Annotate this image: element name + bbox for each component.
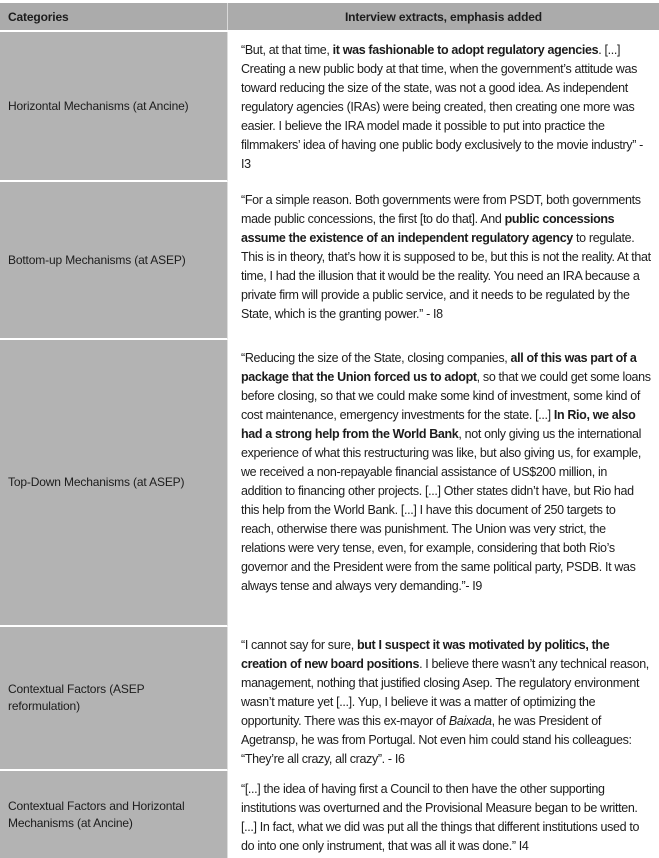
interview-extract [241, 780, 651, 856]
extract-segment: , not only giving us the international experience of what this restructuring was like, but also giving us, for example, we received a non-repayable financial assistance of US$200 million, in addition to financing other projects. [...] Other states didn’t have, but Rio had this help from the World Bank. [...] I have this document of 250 targets to reach, otherwise there was punishment. The Union was very strict, the relations were very tense, even, for example, considering that both Rio’s governor and the President were from the same political party, PSDB. It was always tense and always very demanding.”- I9 [241, 427, 642, 593]
category-label: Contextual Factors (ASEP reformulation) [8, 682, 145, 713]
extract-segment: , so that we could get some loans before closing, so that we could make some kind of investment, some kind of cost maintenance, emergency investments for the state. [...] [241, 370, 651, 422]
extract-segment: “I cannot say for sure, [241, 638, 357, 652]
category-cell [0, 627, 228, 771]
interview-extract [241, 191, 651, 324]
table-row [0, 340, 659, 627]
category-cell [0, 182, 228, 340]
extract-segment: . I believe there wasn’t any technical reason, management, nothing that justified closing Asep. The regulatory environment wasn’t mature yet [...]. Yup, I believe it was a matter of optimizing the opportunity. There was this ex-mayor of [241, 657, 649, 728]
table-body [0, 32, 659, 858]
extract-cell [228, 32, 659, 182]
header-categories: Categories [0, 3, 228, 30]
category-label: Contextual Factors and Horizontal Mechanisms (at Ancine) [8, 798, 185, 830]
table-row [0, 182, 659, 340]
header-extracts: Interview extracts, emphasis added [345, 10, 542, 24]
interview-extract [241, 41, 651, 174]
extract-cell [228, 627, 659, 771]
interview-extract [241, 349, 651, 596]
extract-segment: “But, at that time, [241, 43, 333, 57]
table-header-row [0, 3, 659, 32]
extract-segment: it was fashionable to adopt regulatory agencies [332, 43, 599, 57]
extract-cell [228, 340, 659, 627]
extract-segment: to regulate. This is in theory, that’s how it is supposed to be, but this is not the reality. At that time, I had the illusion that it would be the reality. You need an IRA because a private firm will provide a public service, and it needs to be regulated by the State, which is the granting power.” - I8 [241, 231, 651, 321]
extract-segment: public concessions assume the existence of an independent regulatory agency [241, 212, 615, 245]
extract-segment: “For a simple reason. Both governments were from PSDT, both governments made public concessions, the first [to do that]. And [241, 193, 641, 226]
extract-cell [228, 182, 659, 340]
extract-segment: “Reducing the size of the State, closing companies, [241, 351, 511, 365]
extract-segment: In Rio, we also had a strong help from the World Bank [241, 408, 636, 441]
extract-segment: all of this was part of a package that the Union forced us to adopt [241, 351, 637, 384]
extract-segment: but I suspect it was motivated by politics, the creation of new board positions [241, 638, 610, 671]
table-row [0, 627, 659, 771]
extract-segment: “[...] the idea of having first a Council to then have the other supporting institutions was overturned and the Provisional Measure began to be written. [...] In fact, what we did was put all the things that different institutions used to do into one only instrument, that was all it was done.” I4 [241, 782, 640, 853]
table-row [0, 32, 659, 182]
category-label: Bottom-up Mechanisms (at ASEP) [8, 252, 186, 267]
category-cell [0, 32, 228, 182]
extract-segment: Baixada [448, 714, 492, 728]
extract-segment: , he was President of Agetransp, he was from Portugal. Not even him could stand his colleagues: “They’re all crazy, all crazy”. - I6 [241, 714, 632, 766]
extract-segment: . [...] Creating a new public body at that time, when the government’s attitude was toward reducing the size of the state, was not a good idea. As independent regulatory agencies (IRAs) were being created, then creating one more was easier. I believe the IRA model made it possible to put into practice the filmmakers’ idea of having one public body exclusively to the movie industry” - I3 [241, 43, 643, 171]
category-label: Horizontal Mechanisms (at Ancine) [8, 98, 189, 113]
interview-extract [241, 636, 651, 769]
category-cell [0, 340, 228, 627]
category-label: Top-Down Mechanisms (at ASEP) [8, 475, 185, 489]
